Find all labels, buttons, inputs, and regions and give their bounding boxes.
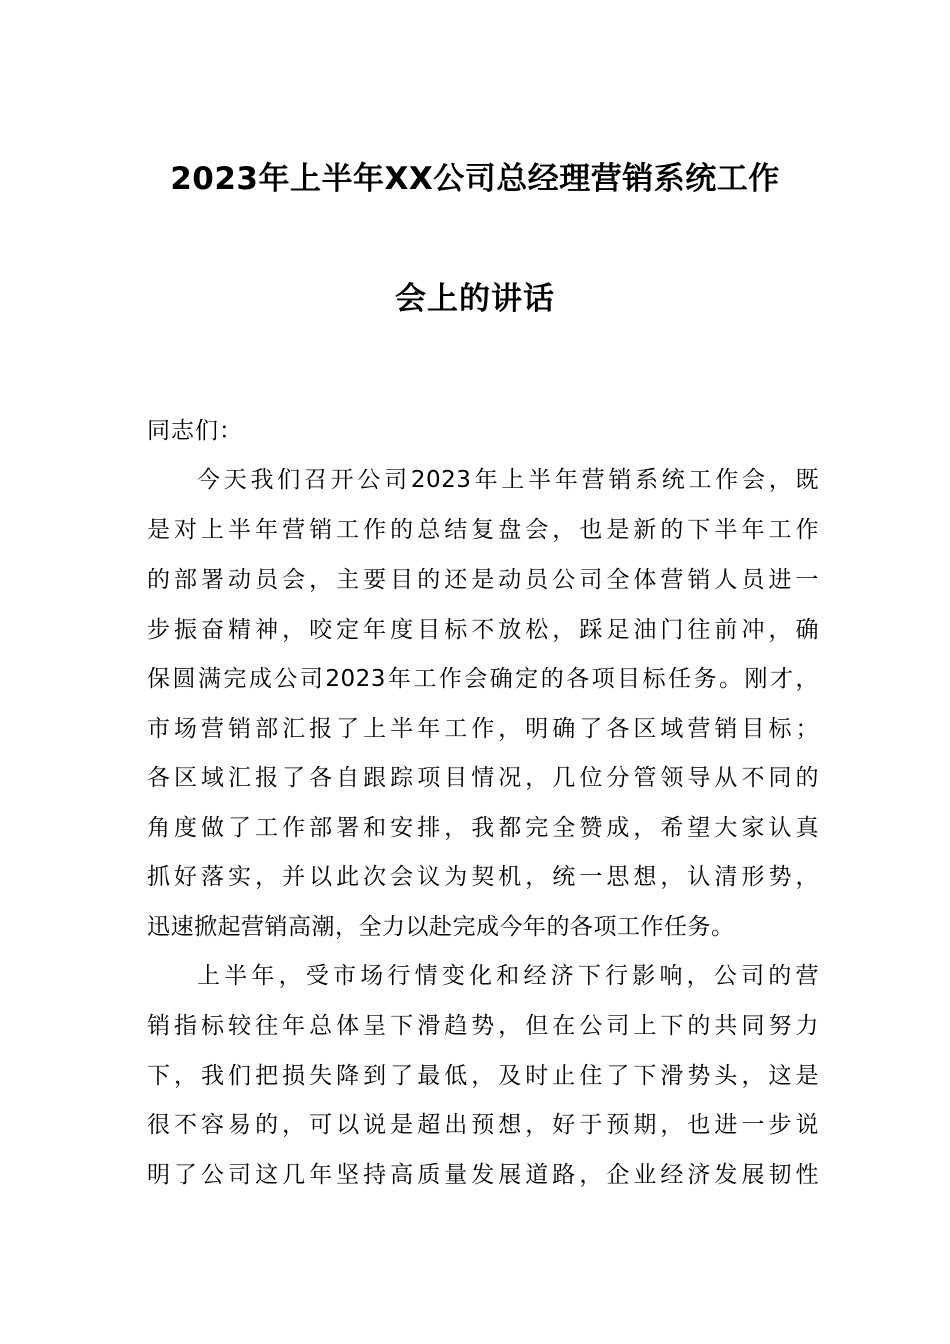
document-title-line-2: 会上的讲话 (395, 281, 555, 317)
paragraph-1-line: 迅速掀起营销高潮，全力以赴完成今年的各项工作任务。 (147, 914, 735, 940)
paragraph-2-line: 很不容易的，可以说是超出预想，好于预期，也进一步说 (147, 1112, 819, 1138)
paragraph-1-line: 抓好落实，并以此次会议为契机，统一思想，认清形势， (147, 864, 819, 890)
salutation: 同志们： (147, 418, 243, 444)
paragraph-2-line: 销指标较往年总体呈下滑趋势，但在公司上下的共同努力 (147, 1013, 819, 1039)
paragraph-1-line: 角度做了工作部署和安排，我都完全赞成，希望大家认真 (147, 815, 819, 841)
paragraph-1-line: 的部署动员会，主要目的还是动员公司全体营销人员进一 (147, 567, 819, 593)
paragraph-2-line: 明了公司这几年坚持高质量发展道路，企业经济发展韧性 (147, 1162, 819, 1188)
paragraph-1-line: 保圆满完成公司2023年工作会确定的各项目标任务。刚才， (147, 666, 819, 692)
document-title-line-1: 2023年上半年XX公司总经理营销系统工作 (170, 161, 780, 197)
paragraph-1-line: 各区域汇报了各自跟踪项目情况，几位分管领导从不同的 (147, 765, 819, 791)
paragraph-1-line: 步振奋精神，咬定年度目标不放松，踩足油门往前冲，确 (147, 617, 819, 643)
paragraph-1-line: 是对上半年营销工作的总结复盘会，也是新的下半年工作 (147, 517, 819, 543)
paragraph-1-line: 市场营销部汇报了上半年工作，明确了各区域营销目标； (147, 716, 819, 742)
paragraph-2-line: 上半年，受市场行情变化和经济下行影响，公司的营 (197, 963, 819, 989)
paragraph-2-line: 下，我们把损失降到了最低，及时止住了下滑势头，这是 (147, 1063, 819, 1089)
paragraph-1-line: 今天我们召开公司2023年上半年营销系统工作会，既 (197, 467, 819, 493)
